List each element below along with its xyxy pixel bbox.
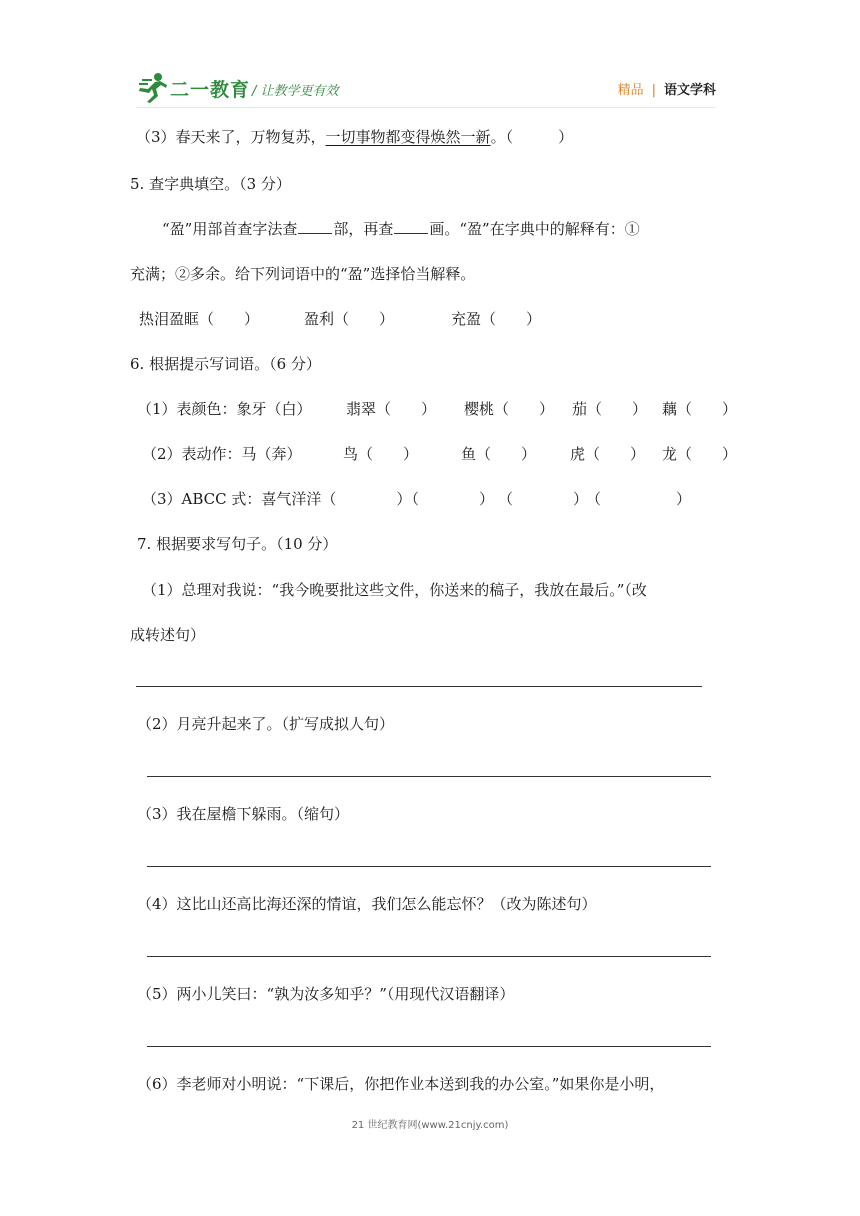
q6-row3-c1: （ ） — [404, 490, 495, 508]
q6-row2-c1: 鸟（ ） — [343, 445, 419, 463]
q6-row1-c1: 翡翠（ ） — [346, 400, 437, 418]
q7-heading: 7. 根据要求写句子。（10 分） — [137, 535, 338, 553]
q4-item3 — [136, 127, 573, 147]
q7-item3: （3）我在屋檐下躲雨。（缩句） — [137, 805, 350, 823]
header-divider — [136, 107, 716, 108]
answer-line-4[interactable] — [147, 956, 711, 957]
q6-row3-c0: （3）ABCC 式：喜气洋洋（ ） — [142, 490, 412, 508]
q4-item3-suffix: 。（ ） — [490, 128, 574, 146]
header-slogan: / 让教学更有效 — [252, 84, 339, 99]
blank-strokes[interactable] — [394, 219, 428, 234]
q5-word3: 充盈（ ） — [451, 310, 542, 328]
tag-premium: 精品 — [617, 83, 644, 98]
q5-line1-b: 部，再查 — [333, 220, 394, 238]
q5-word1: 热泪盈眶（ ） — [139, 310, 260, 328]
q6-row2-c4: 龙（ ） — [662, 445, 738, 463]
page-header — [136, 72, 716, 104]
q7-item6: （6）李老师对小明说：“下课后，你把作业本送到我的办公室。”如果你是小明， — [137, 1075, 665, 1093]
q5-word2: 盈利（ ） — [304, 310, 395, 328]
q6-row2-c3: 虎（ ） — [570, 445, 646, 463]
q6-row1-c0: （1）表颜色：象牙（白） — [137, 400, 312, 418]
q6-row1-c3: 茄（ ） — [572, 400, 648, 418]
q7-item4: （4）这比山还高比海还深的情谊，我们怎么能忘怀？（改为陈述句） — [137, 895, 597, 913]
q7-item1-line1: （1）总理对我说：“我今晚要批这些文件，你送来的稿子，我放在最后。”（改 — [142, 581, 647, 599]
q6-row1-c4: 藕（ ） — [662, 400, 738, 418]
answer-line-3[interactable] — [147, 866, 711, 867]
logo — [136, 72, 251, 104]
q6-row1-c2: 樱桃（ ） — [464, 400, 555, 418]
q6-row2-c2: 鱼（ ） — [461, 445, 537, 463]
q5-line1-c: 画。“盈”在字典中的解释有：① — [429, 220, 640, 238]
q6-row3-c3: （ ） — [586, 490, 692, 508]
q7-item1-line2: 成转述句） — [130, 626, 206, 644]
answer-line-1[interactable] — [136, 686, 702, 687]
q5-line1 — [162, 219, 640, 239]
header-tags — [618, 79, 716, 98]
runner-logo-icon — [136, 72, 170, 104]
answer-line-2[interactable] — [147, 776, 711, 777]
logo-text: 二一教育 — [170, 79, 251, 101]
q6-heading: 6. 根据提示写词语。（6 分） — [130, 355, 321, 373]
q6-row2-c0: （2）表动作：马（奔） — [142, 445, 302, 463]
page-footer: 21 世纪教育网(www.21cnjy.com) — [351, 1120, 509, 1131]
answer-line-5[interactable] — [147, 1046, 711, 1047]
q7-item2: （2）月亮升起来了。（扩写成拟人句） — [137, 715, 395, 733]
q5-line1-a: “盈”用部首查字法查 — [162, 220, 298, 238]
q4-item3-underlined: 一切事物都变得焕然一新 — [325, 128, 491, 146]
q4-item3-prefix: （3）春天来了，万物复苏， — [136, 128, 326, 146]
tag-subject: 语文学科 — [663, 83, 716, 98]
q5-line2: 充满；②多余。给下列词语中的“盈”选择恰当解释。 — [130, 265, 476, 283]
blank-radical[interactable] — [298, 219, 332, 234]
q5-heading: 5. 查字典填空。（3 分） — [130, 175, 291, 193]
tag-separator: | — [651, 83, 656, 98]
q6-row3-c2: （ ） — [498, 490, 589, 508]
q7-item5: （5）两小儿笑曰：“孰为汝多知乎？”（用现代汉语翻译） — [137, 985, 515, 1003]
